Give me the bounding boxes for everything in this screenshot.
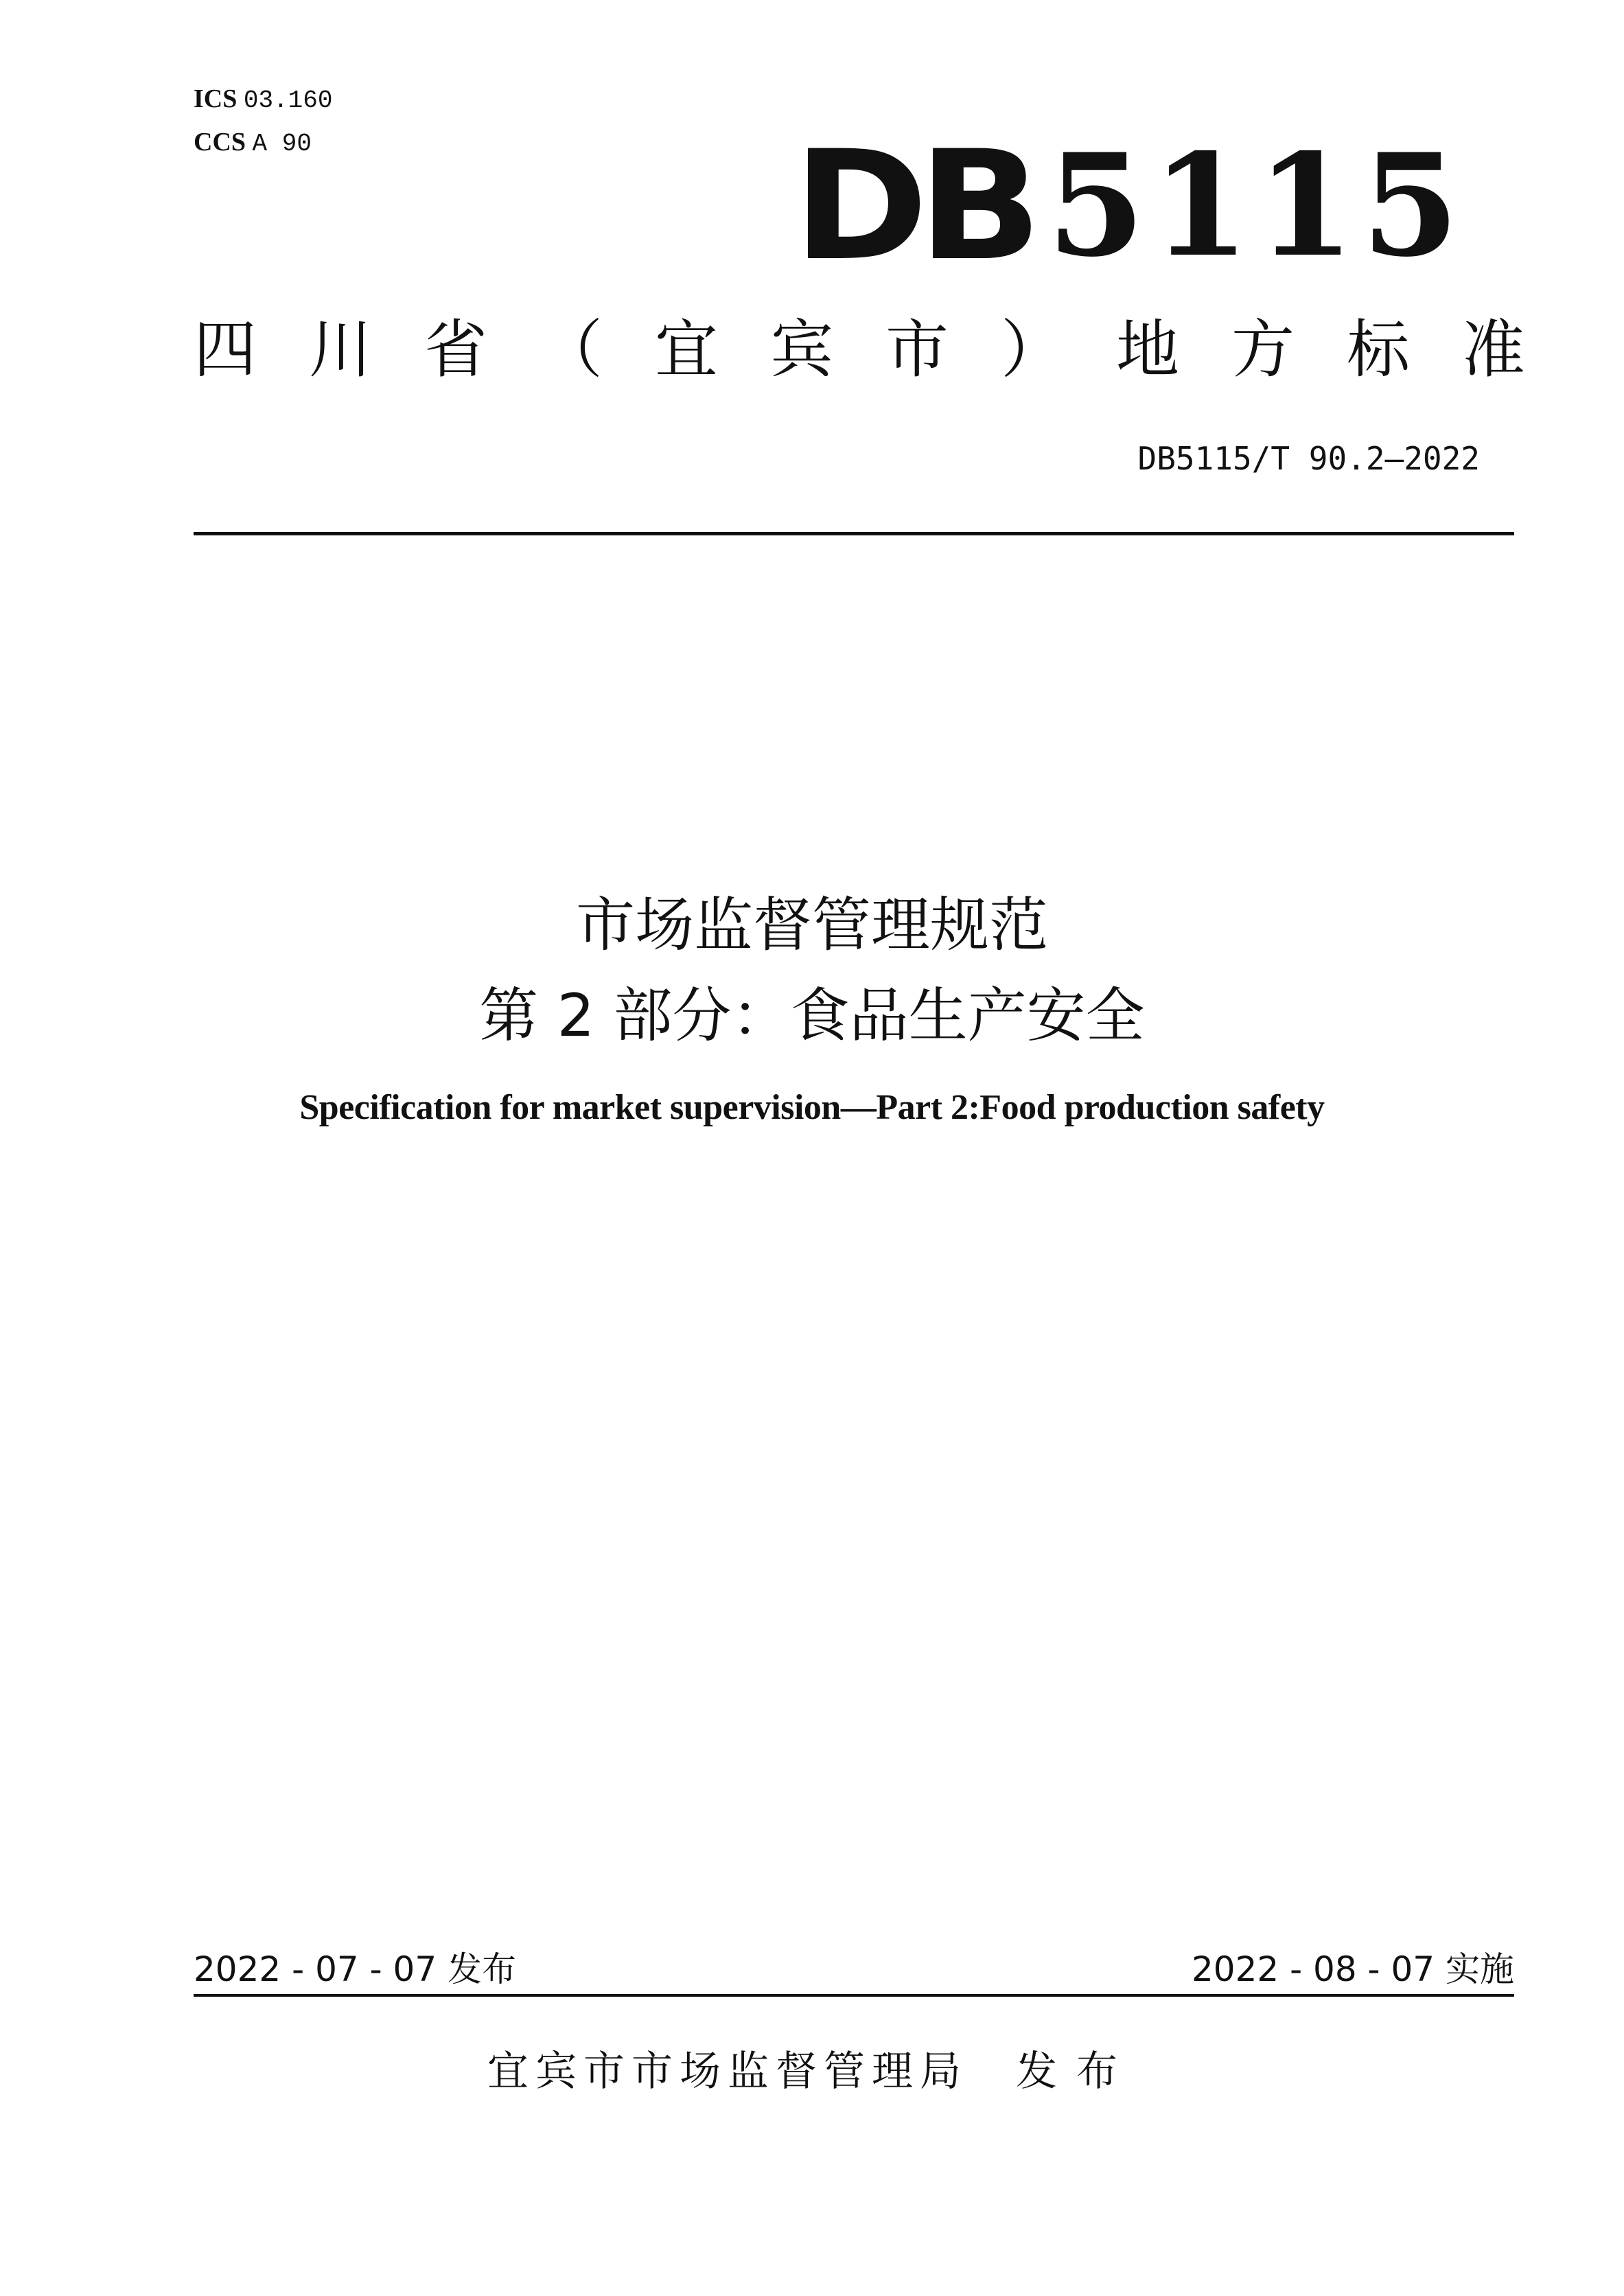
- header-divider: [194, 532, 1514, 535]
- ccs-label: CCS: [194, 128, 246, 156]
- ccs-value: A 90: [252, 130, 312, 158]
- footer-divider: [194, 1994, 1514, 1997]
- ics-value: 03.160: [243, 86, 333, 115]
- title-main: 市场监督管理规范: [576, 891, 1048, 960]
- title-english: Specification for market supervision—Part 2:Food production safety: [299, 1088, 1325, 1127]
- db-logo-number: 5115: [1047, 124, 1466, 288]
- publisher: [0, 2045, 1624, 2098]
- publisher-action: 发布: [1016, 2048, 1137, 2096]
- db-logo: [793, 118, 1466, 294]
- db-logo-letters: DB: [793, 118, 1032, 294]
- ics-code: [194, 84, 333, 116]
- publisher-organization: 宜宾市市场监督管理局: [487, 2048, 968, 2096]
- issue-date: 2022 - 07 - 07 发布: [194, 1949, 517, 1989]
- standard-number: DB5115/T 90.2—2022: [1137, 440, 1480, 477]
- implementation-date: 2022 - 08 - 07 实施: [1191, 1949, 1514, 1989]
- title-part: 第 2 部分：食品生产安全: [479, 982, 1145, 1050]
- ics-label: ICS: [194, 84, 237, 113]
- ccs-code: [194, 127, 312, 159]
- standard-level-heading: 四川省（宜宾市）地方标准: [194, 313, 1578, 386]
